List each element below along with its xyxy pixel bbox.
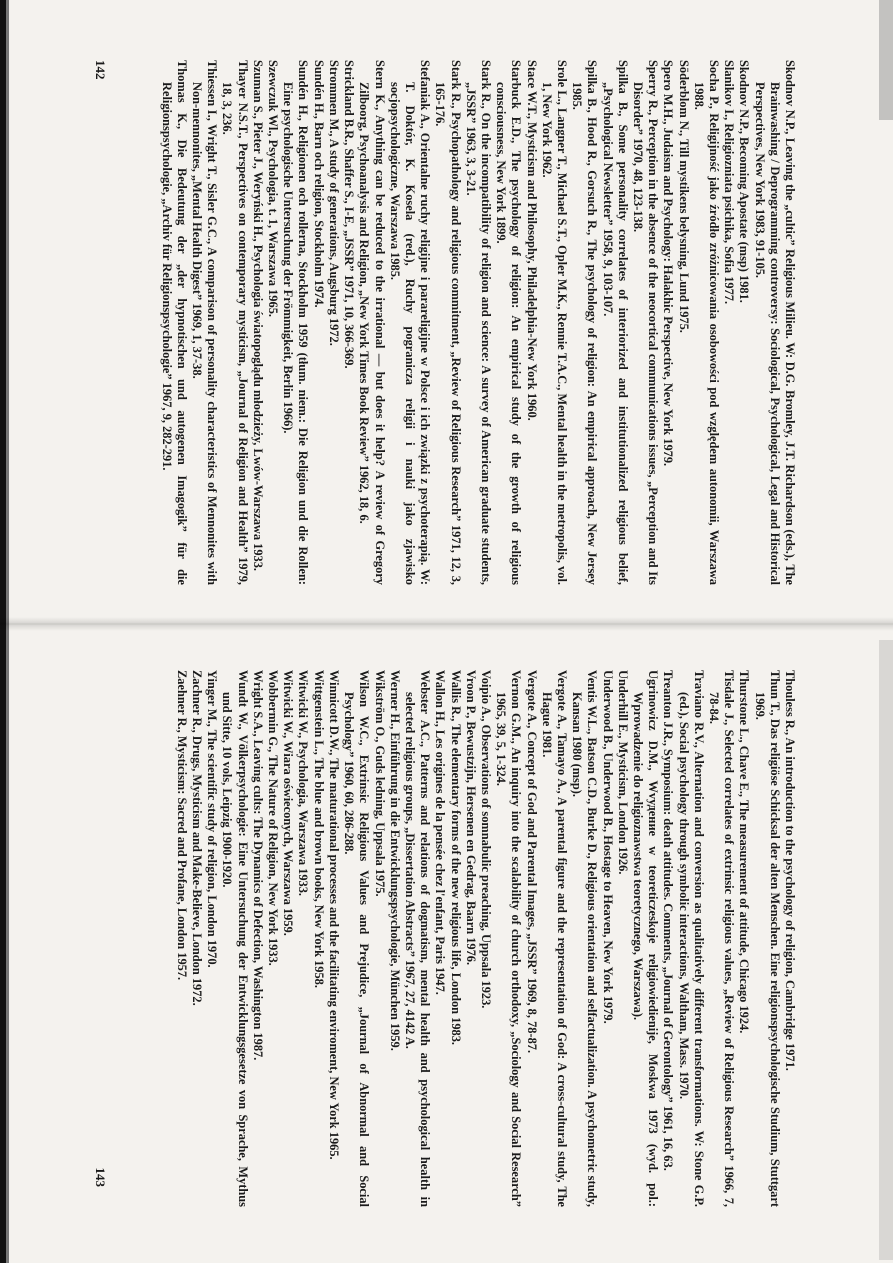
right-page — [0, 632, 893, 1247]
bibliography-entry: Szewczuk Wl., Psychologia, t. 1, Warszawa 1965. — [266, 60, 281, 317]
bibliography-entry: Strommen M., A study of generations, Augsburg 1972. — [326, 60, 341, 346]
bibliography-entry: Underwood B., Underwood B., Hostage to Heaven, New York 1979. — [600, 670, 615, 1024]
bibliography-entry: Spilka B., Hood R., Gorsuch R., The psychology of religion: An empirical approach, New Jersey 1985. — [570, 60, 600, 585]
bibliography-entry: Webster A.C., Patterns and relations of dogmatism, mental health and psychological health in selected religious groups, „Dissertation Abstracts” 1967, 27, 4142 A. — [402, 670, 433, 1207]
bibliography-entry: Sperry R., Perception in the absence of the neocortical communications issues, „Perception and Its Disorder” 1970, 48, 123-138. — [630, 60, 661, 585]
bibliography-entry: Traviano R.V., Alternation and conversion as qualitatively different transformations. W: Stone G.P. (ed.), Social psychology through symbolic interactions, Waltham, Mass. 1970. — [676, 670, 706, 1207]
bibliography-entry: Thayer N.S.T., Perspectives on contemporary mysticism, „Journal of Religion and Health” 1979, 18, 3, 236. — [220, 60, 250, 585]
bibliography-entry: Wundt W., Völkerpsychologie: Eine Untersuchung der Entwicklungsgesetze von Sprache, Mythus und Sitte, 10 vols, Leipzig 1900-1920. — [220, 670, 250, 1207]
bibliography-entry: Slanikov I., Religiozniata psichika, Sofia 1977. — [722, 60, 737, 305]
bibliography-entry: Wright S.A., Leaving cults: The Dynamics of Defection, Washington 1987. — [250, 670, 265, 1061]
bibliography-entry: Tisdale J., Selected correlates of extrinsic religious values, „Review of Religious Research” 1966, 7, 78-84. — [706, 670, 737, 1207]
bibliography-entry: Spero M.H., Judaism and Psychology: Halakhic Perspective, New York 1979. — [661, 60, 676, 467]
bibliography-list — [158, 60, 797, 585]
bibliography-entry: Vergote A., Tamayo A., A parental figure and the representation of God: A cross-cultural study, The Hague 1981. — [539, 670, 569, 1207]
bibliography-entry: Thiessen I., Wright T., Sisler G.C., A comparison of personality characteristics of Mennonites with Non-mennonites, „Mental Health Digest” 1969, 1, 37-38. — [190, 60, 220, 585]
bibliography-entry: Witwicki W., Wiara oświeconych, Warszawa 1959. — [281, 670, 296, 936]
bibliography-entry: Wittgenstein L., The blue and brown books, New York 1958. — [311, 670, 326, 988]
bibliography-entry: Srole L., Langner T., Michael S.T., Opler M.K., Rennie T.A.C., Mental health in the metropolis, vol. 1, New York 1962. — [539, 60, 569, 585]
bibliography-entry: Skodnov N.P., Leaving the „cultic” Religious Milieu. W: D.G. Bromley, J.T. Richardson (eds.), The Brainwashing / Deprogramming controversy: Sociological, Psychological, Legal and Historical Perspectives, New York 1983, 91-105. — [752, 60, 797, 585]
bibliography-entry: Ventis W.L., Batson C.D., Burke D., Religious orientation and selfactualization. A psychometric study, Kansan 1980 (msp). — [570, 670, 600, 1207]
bibliography-entry: Vernon G.M., An inquiry into the scalability of church orthodoxy, „Sociology and Social Research” 1965, 39, 5, 1-324. — [494, 670, 524, 1207]
bibliography-entry: Voipio A., Observations of somnabulic preaching, Uppsala 1923. — [478, 670, 493, 1009]
bibliography-entry: Zachner R., Drugs, Mysticism and Make-Believe, London 1972. — [190, 670, 205, 1006]
bibliography-list — [174, 670, 797, 1207]
bibliography-entry: Underhill E., Mysticism, London 1926. — [615, 670, 630, 875]
bibliography-entry: Thurstone L., Chave E., The measurement of attitude, Chicago 1924. — [737, 670, 752, 1034]
bibliography-entry: Ugrinowicz D.M., Wvудение w teoreticzeskoje religiowiedienije, Moskwa 1973 (wyd. pol.: Wprowadzenie do religioznawstwa teoretycznego, Warszawa). — [630, 670, 661, 1207]
bibliography-entry: Thun T., Das religiöse Schicksal der alten Menschen. Eine religionspsychologische Studium, Stuttgart 1969. — [752, 670, 782, 1207]
bibliography-entry: Skodnov N.P., Becoming Apostate (msp) 1981. — [737, 60, 752, 303]
bibliography-entry: Yinger M., The scientific study of religion, London 1970. — [205, 670, 220, 968]
bibliography-entry: Strickland B.R., Shaffer S., I-E, „JSSR” 1971, 10, 366-369. — [342, 60, 357, 369]
page-number: 143 — [93, 1167, 108, 1187]
bibliography-entry: Wikström O., Guds ledning, Uppsala 1975. — [372, 670, 387, 897]
page-number: 142 — [93, 60, 108, 80]
bibliography-entry: Starbuck E.D., The psychology of religion: An empirical study of the growth of religious consciousness, New York 1899. — [494, 60, 524, 585]
bibliography-entry: Szuman S., Pieter J., Weryński H., Psychologia światopoglądu młodzieży, Lwów-Warszawa 1933. — [250, 60, 265, 572]
bibliography-entry: Stefaniak A., Orientalne ruchy religijne i parareligijne w Polsce i ich związki z psychoterapią. W: T. Doktór, K. Kosela (red.), Ruchy pogranicza religii i nauki jako zjawisko socjopsychologiczne, Warszawa 1985. — [387, 60, 433, 585]
bibliography-entry: Vroon P., Bewustzijn, Hersenen en Gedrag, Baarn 1976. — [463, 670, 478, 966]
bibliography-entry: Stark R., Psychopathology and religious commitment, „Review of Religious Research” 1971, 12, 3, 165-176. — [433, 60, 463, 585]
bibliography-entry: Stark R., On the incompatibility of religion and science: A survey of American graduate students, „JSSR” 1963, 3, 3-21. — [463, 60, 493, 585]
bibliography-entry: Wilson W.C., Extrinsic Religious Values and Prejudice, „Journal of Abnormal and Social Psychology” 1960, 60, 286-288. — [342, 670, 372, 1207]
bibliography-entry: Winnicott D.W., The maturational processes and the facilitating enviroment, New York 1965. — [326, 670, 341, 1160]
bibliography-entry: Sundén H., Religionen och rollerna, Stockholm 1959 (tłum. niem.: Die Religion und die Rollen: Eine psychologische Untersuchung der Frömmigkeit, Berlin 1966). — [281, 60, 311, 585]
bibliography-entry: Stace W.T., Mysticism and Philosophy, Philadelphia-New York 1960. — [524, 60, 539, 421]
bibliography-entry: Zaehner R., Mysticism: Sacred and Profane, London 1957. — [174, 670, 189, 981]
bibliography-entry: Spilka B., Some personality correlates of interiorized and institutionalized religious belief, „Psychological Newsletter” 1958, 9, 103-107. — [600, 60, 630, 585]
left-page — [0, 0, 893, 615]
bibliography-entry: Treanton J.R., Symposium: death attitudes. Comments, „Journal of Gerontology” 1961, 16, 63. — [661, 670, 676, 1171]
bibliography-entry: Vergote A., Concept of God and Parental Images, „JSSR” 1969, 8, 78-87. — [524, 670, 539, 1054]
bibliography-entry: Thomas K., Die Bedeutung der „der hypnotischen und autogenen Imagogik” für die Religionspsychologie, „Archiv für Religionspsychologie” 1967, 9, 282-291. — [159, 60, 189, 585]
bibliography-entry: Söderblom N., Till mystikens belysning, Lund 1975. — [676, 60, 691, 333]
bibliography-entry: Thouless R., An introduction to the psychology of religion, Cambridge 1971. — [783, 670, 797, 1071]
bibliography-entry: Socha P., Religijność jako źródło zróżnicowania osobowości pod względem autonomii, Warszawa 1988. — [691, 60, 721, 585]
bibliography-entry: Witwicki W., Psychologia, Warszawa 1933. — [296, 670, 311, 897]
bibliography-entry: Stern K., Anything can be reduced to the irrational — but does it help? A review of Gregory Zilboorg, Psychoanalysis and Religion, „New York Times Book Review” 1962, 18, 6. — [357, 60, 387, 585]
bibliography-entry: Wallon H., Les origines de la pensée chez l'enfant, Paris 1947. — [433, 670, 448, 995]
bibliography-entry: Wobbermin G., The Nature of Religion, New York 1933. — [266, 670, 281, 966]
bibliography-entry: Sundén H., Barn och religion, Stockholm 1974. — [311, 60, 326, 308]
bibliography-entry: Wallis R., The elementary forms of the new religious life, London 1983. — [448, 670, 463, 1046]
bibliography-entry: Werner H., Einführung in die Entwicklungspsychologie, München 1959. — [387, 670, 402, 1051]
